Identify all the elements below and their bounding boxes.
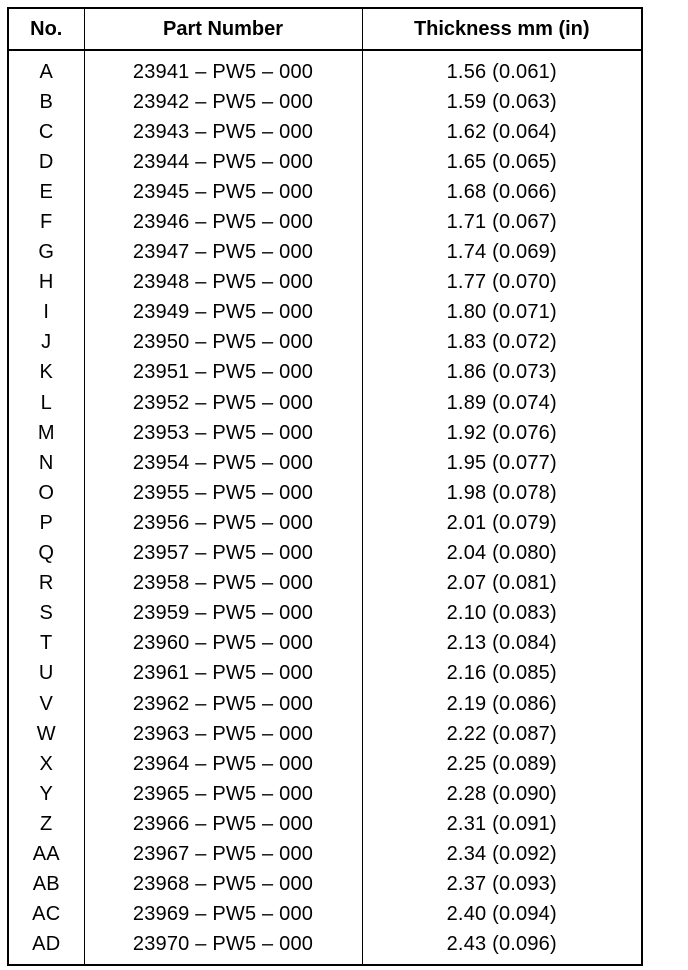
cell-no: O [38,481,55,504]
cell-no: B [39,90,54,113]
cell-part-number: 23965 – PW5 – 000 [84,779,362,809]
table-row [8,268,642,298]
cell-part-number: 23968 – PW5 – 000 [84,870,362,900]
table-row [8,629,642,659]
cell-thickness: 1.68 (0.066) [362,177,642,207]
cell-part-number: 23955 – PW5 – 000 [84,478,362,508]
cell-part-number: 23944 – PW5 – 000 [84,147,362,177]
cell-part-number: 23958 – PW5 – 000 [84,569,362,599]
table-row [8,569,642,599]
cell-part-number: 23945 – PW5 – 000 [84,177,362,207]
table-row [8,749,642,779]
cell-no: L [40,391,52,414]
cell-no: N [38,451,54,474]
cell-part-number: 23970 – PW5 – 000 [84,930,362,965]
cell-no: G [38,241,55,264]
cell-no: X [39,752,54,775]
cell-part-number: 23949 – PW5 – 000 [84,298,362,328]
cell-part-number: 23964 – PW5 – 000 [84,749,362,779]
table-row [8,659,642,689]
table-row [8,539,642,569]
cell-thickness: 2.07 (0.081) [362,569,642,599]
table-row [8,50,642,87]
header-row [8,8,642,50]
table-row [8,177,642,207]
cell-part-number: 23957 – PW5 – 000 [84,539,362,569]
cell-no: R [38,572,54,595]
cell-thickness: 2.22 (0.087) [362,719,642,749]
header-no: No. [8,8,84,50]
table-row [8,207,642,237]
cell-part-number: 23956 – PW5 – 000 [84,508,362,538]
cell-thickness: 2.19 (0.086) [362,689,642,719]
cell-part-number: 23954 – PW5 – 000 [84,448,362,478]
cell-no: F [40,211,53,234]
cell-thickness: 1.62 (0.064) [362,117,642,147]
cell-no: Q [38,542,55,565]
cell-no: AB [32,873,60,896]
cell-thickness: 1.86 (0.073) [362,358,642,388]
cell-part-number: 23943 – PW5 – 000 [84,117,362,147]
table-row [8,508,642,538]
table-row [8,388,642,418]
cell-no: A [39,60,54,83]
table-row [8,478,642,508]
cell-part-number: 23959 – PW5 – 000 [84,599,362,629]
cell-thickness: 1.56 (0.061) [362,50,642,87]
cell-thickness: 1.95 (0.077) [362,448,642,478]
cell-thickness: 2.10 (0.083) [362,599,642,629]
cell-no: P [39,511,54,534]
thickness-spec-table [7,7,643,966]
cell-thickness: 2.43 (0.096) [362,930,642,965]
table-row [8,418,642,448]
cell-no: AA [32,842,60,865]
cell-no: Z [40,812,53,835]
table-row [8,448,642,478]
cell-part-number: 23961 – PW5 – 000 [84,659,362,689]
cell-thickness: 2.34 (0.092) [362,839,642,869]
cell-part-number: 23969 – PW5 – 000 [84,900,362,930]
cell-no: U [38,662,54,685]
cell-part-number: 23941 – PW5 – 000 [84,50,362,87]
table-row [8,930,642,965]
table-row [8,328,642,358]
cell-part-number: 23952 – PW5 – 000 [84,388,362,418]
cell-part-number: 23950 – PW5 – 000 [84,328,362,358]
cell-part-number: 23960 – PW5 – 000 [84,629,362,659]
table-row [8,87,642,117]
cell-no: T [40,632,53,655]
cell-no: AD [32,933,61,956]
cell-no: AC [32,903,61,926]
cell-thickness: 2.37 (0.093) [362,870,642,900]
cell-thickness: 1.83 (0.072) [362,328,642,358]
cell-thickness: 2.01 (0.079) [362,508,642,538]
cell-thickness: 2.25 (0.089) [362,749,642,779]
cell-part-number: 23946 – PW5 – 000 [84,207,362,237]
cell-thickness: 2.40 (0.094) [362,900,642,930]
cell-part-number: 23951 – PW5 – 000 [84,358,362,388]
cell-thickness: 1.59 (0.063) [362,87,642,117]
cell-no: D [38,150,54,173]
table-row [8,779,642,809]
table-row [8,599,642,629]
cell-part-number: 23967 – PW5 – 000 [84,839,362,869]
cell-part-number: 23948 – PW5 – 000 [84,268,362,298]
cell-no: K [39,361,54,384]
cell-thickness: 2.16 (0.085) [362,659,642,689]
cell-no: S [39,602,54,625]
cell-thickness: 1.71 (0.067) [362,207,642,237]
table-row [8,358,642,388]
cell-part-number: 23953 – PW5 – 000 [84,418,362,448]
cell-part-number: 23963 – PW5 – 000 [84,719,362,749]
table-row [8,900,642,930]
cell-thickness: 1.77 (0.070) [362,268,642,298]
table-row [8,719,642,749]
cell-thickness: 1.92 (0.076) [362,418,642,448]
table-row [8,147,642,177]
cell-no: C [38,120,54,143]
table-row [8,689,642,719]
cell-no: J [41,331,52,354]
cell-no: Y [39,782,54,805]
cell-thickness: 2.31 (0.091) [362,809,642,839]
cell-no: I [43,301,50,324]
cell-thickness: 2.04 (0.080) [362,539,642,569]
cell-thickness: 1.65 (0.065) [362,147,642,177]
cell-thickness: 2.28 (0.090) [362,779,642,809]
cell-no: W [36,722,56,745]
cell-part-number: 23942 – PW5 – 000 [84,87,362,117]
table-row [8,870,642,900]
cell-no: M [37,421,55,444]
cell-no: E [39,180,54,203]
header-part-number: Part Number [84,8,362,50]
header-thickness: Thickness mm (in) [362,8,642,50]
cell-part-number: 23966 – PW5 – 000 [84,809,362,839]
cell-no: V [39,692,54,715]
table-body [8,50,642,965]
table-row [8,298,642,328]
cell-thickness: 1.89 (0.074) [362,388,642,418]
cell-no: H [38,271,54,294]
cell-thickness: 1.98 (0.078) [362,478,642,508]
table-row [8,839,642,869]
cell-thickness: 2.13 (0.084) [362,629,642,659]
cell-thickness: 1.74 (0.069) [362,238,642,268]
table-row [8,809,642,839]
cell-part-number: 23947 – PW5 – 000 [84,238,362,268]
table-row [8,238,642,268]
cell-thickness: 1.80 (0.071) [362,298,642,328]
cell-part-number: 23962 – PW5 – 000 [84,689,362,719]
table-row [8,117,642,147]
